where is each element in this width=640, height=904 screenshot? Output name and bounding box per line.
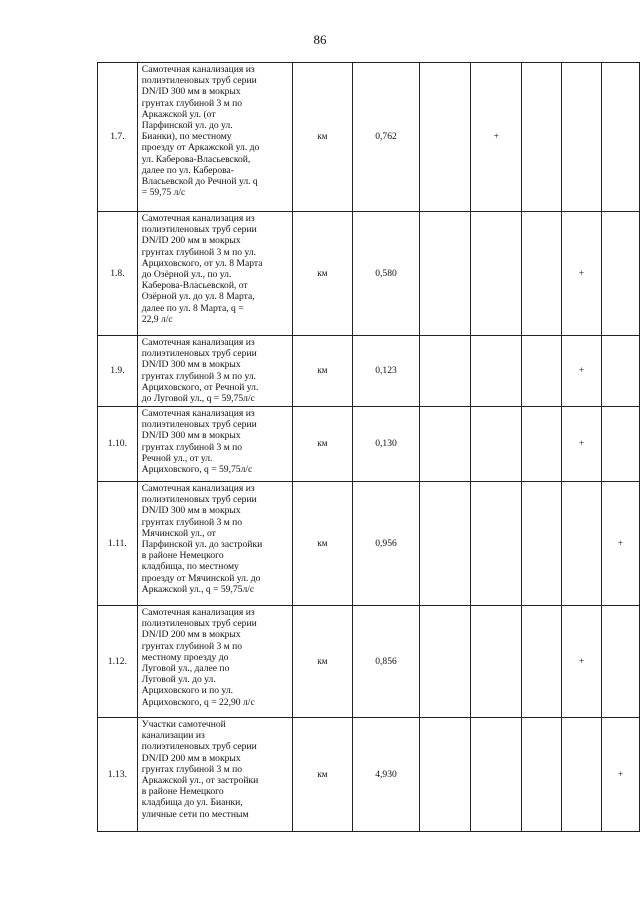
description-line: Власьевской до Речной ул. q bbox=[141, 176, 258, 188]
row-description bbox=[137, 482, 292, 606]
network-table bbox=[97, 62, 640, 832]
description-line: Мячинской ул., от bbox=[141, 527, 216, 539]
period-mark bbox=[420, 63, 471, 212]
period-mark bbox=[601, 63, 639, 212]
description-line: Бианки), по местному bbox=[141, 131, 232, 143]
description-line: Самотечная канализация из bbox=[141, 408, 255, 419]
row-description bbox=[137, 336, 292, 407]
description-line: Участки самотечной bbox=[141, 719, 226, 730]
description-line: полиэтиленовых труб серии bbox=[141, 741, 257, 753]
row-length: 0,856 bbox=[352, 606, 419, 718]
row-unit: км bbox=[292, 63, 352, 212]
description-line: Аркажской ул., от застройки bbox=[141, 775, 259, 787]
period-mark bbox=[420, 336, 471, 407]
description-line: проезду от Аркажской ул. до bbox=[141, 142, 260, 154]
description-line: Арциховского, от ул. 8 Марта bbox=[141, 257, 263, 269]
description-line: Арциховского и по ул. bbox=[141, 685, 234, 697]
description-line: канализации из bbox=[141, 730, 205, 742]
row-length: 0,956 bbox=[352, 482, 419, 606]
period-mark: + bbox=[601, 718, 639, 832]
row-unit: км bbox=[292, 336, 352, 407]
row-unit: км bbox=[292, 407, 352, 482]
period-mark bbox=[471, 407, 522, 482]
row-number: 1.10. bbox=[98, 407, 138, 482]
table-row bbox=[98, 212, 640, 336]
description-line: = 59,75 л/с bbox=[141, 187, 186, 199]
row-unit: км bbox=[292, 606, 352, 718]
description-line: далее по ул. 8 Марта, q = bbox=[141, 302, 244, 314]
period-mark bbox=[522, 718, 562, 832]
description-line: Парфинской ул. до ул. bbox=[141, 120, 233, 132]
description-line: грунтах глубиной 3 м по bbox=[141, 763, 243, 775]
description-line: Самотечная канализация из bbox=[141, 213, 255, 224]
description-line: DN/ID 300 мм в мокрых bbox=[141, 86, 241, 98]
description-line: Аркажской ул., q = 59,75л/с bbox=[141, 583, 255, 595]
row-number: 1.8. bbox=[98, 212, 138, 336]
row-length: 0,762 bbox=[352, 63, 419, 212]
description-line: DN/ID 200 мм в мокрых bbox=[141, 752, 241, 764]
period-mark bbox=[522, 482, 562, 606]
period-mark bbox=[522, 606, 562, 718]
period-mark bbox=[601, 606, 639, 718]
description-line: Аркажской ул. (от bbox=[141, 108, 216, 120]
period-mark: + bbox=[561, 336, 601, 407]
row-length: 0,580 bbox=[352, 212, 419, 336]
period-mark bbox=[471, 336, 522, 407]
description-line: Самотечная канализация из bbox=[141, 483, 255, 494]
period-mark: + bbox=[561, 606, 601, 718]
period-mark bbox=[420, 482, 471, 606]
period-mark bbox=[420, 606, 471, 718]
row-length: 4,930 bbox=[352, 718, 419, 832]
description-line: Самотечная канализация из bbox=[141, 607, 255, 618]
row-length: 0,123 bbox=[352, 336, 419, 407]
table-row bbox=[98, 718, 640, 832]
description-line: DN/ID 300 мм в мокрых bbox=[141, 430, 241, 442]
period-mark bbox=[522, 407, 562, 482]
table-row bbox=[98, 482, 640, 606]
table-row bbox=[98, 606, 640, 718]
description-line: до Озёрной ул., по ул. bbox=[141, 269, 232, 281]
description-line: DN/ID 200 мм в мокрых bbox=[141, 235, 241, 247]
period-mark bbox=[522, 212, 562, 336]
row-description bbox=[137, 407, 292, 482]
description-line: полиэтиленовых труб серии bbox=[141, 224, 257, 236]
row-unit: км bbox=[292, 482, 352, 606]
row-description bbox=[137, 606, 292, 718]
row-length: 0,130 bbox=[352, 407, 419, 482]
row-description bbox=[137, 718, 292, 832]
row-number: 1.7. bbox=[98, 63, 138, 212]
period-mark bbox=[420, 212, 471, 336]
period-mark bbox=[522, 336, 562, 407]
description-line: Парфинской ул. до застройки bbox=[141, 539, 263, 551]
period-mark bbox=[471, 606, 522, 718]
description-line: Арциховского, q = 22,90 л/с bbox=[141, 696, 255, 708]
table-row bbox=[98, 63, 640, 212]
description-line: Арциховского, q = 59,75л/с bbox=[141, 464, 253, 476]
description-line: DN/ID 300 мм в мокрых bbox=[141, 359, 241, 371]
description-line: грунтах глубиной 3 м по bbox=[141, 441, 243, 453]
description-line: Арциховского, от Речной ул. bbox=[141, 381, 259, 393]
description-line: далее по ул. Каберова- bbox=[141, 164, 235, 176]
period-mark bbox=[471, 212, 522, 336]
description-line: проезду от Мячинской ул. до bbox=[141, 572, 261, 584]
period-mark: + bbox=[471, 63, 522, 212]
row-description bbox=[137, 212, 292, 336]
period-mark bbox=[420, 407, 471, 482]
description-line: ул. Каберова-Власьевской, bbox=[141, 153, 251, 165]
description-line: грунтах глубиной 3 м по ул. bbox=[141, 246, 257, 258]
description-line: местному проезду до bbox=[141, 651, 229, 663]
table-row bbox=[98, 407, 640, 482]
period-mark: + bbox=[561, 407, 601, 482]
row-number: 1.9. bbox=[98, 336, 138, 407]
description-line: Речной ул., от ул. bbox=[141, 452, 213, 464]
description-line: до Луговой ул., q = 59,75л/с bbox=[141, 393, 255, 405]
description-line: Самотечная канализация из bbox=[141, 64, 255, 75]
description-line: кладбища, по местному bbox=[141, 561, 239, 573]
period-mark bbox=[601, 407, 639, 482]
description-line: полиэтиленовых труб серии bbox=[141, 618, 257, 630]
description-line: грунтах глубиной 3 м по ул. bbox=[141, 370, 257, 382]
description-line: полиэтиленовых труб серии bbox=[141, 348, 257, 360]
description-line: в районе Немецкого bbox=[141, 550, 224, 562]
page-number: 86 bbox=[313, 32, 327, 47]
row-unit: км bbox=[292, 212, 352, 336]
description-line: Луговой ул. до ул. bbox=[141, 674, 216, 686]
description-line: грунтах глубиной 3 м по bbox=[141, 97, 243, 109]
period-mark bbox=[601, 336, 639, 407]
period-mark: + bbox=[601, 482, 639, 606]
period-mark bbox=[561, 63, 601, 212]
period-mark bbox=[471, 718, 522, 832]
period-mark bbox=[420, 718, 471, 832]
description-line: Луговой ул., далее по bbox=[141, 663, 230, 675]
description-line: полиэтиленовых труб серии bbox=[141, 419, 257, 431]
description-line: полиэтиленовых труб серии bbox=[141, 75, 257, 87]
description-line: грунтах глубиной 3 м по bbox=[141, 516, 243, 528]
description-line: кладбища до ул. Бианки, bbox=[141, 797, 243, 809]
description-line: DN/ID 200 мм в мокрых bbox=[141, 629, 241, 641]
description-line: в районе Немецкого bbox=[141, 786, 224, 798]
description-line: Озёрной ул. до ул. 8 Марта, bbox=[141, 291, 255, 303]
row-number: 1.11. bbox=[98, 482, 138, 606]
period-mark bbox=[471, 482, 522, 606]
row-number: 1.12. bbox=[98, 606, 138, 718]
description-line: уличные сети по местным bbox=[141, 808, 249, 820]
description-line: 22,9 л/с bbox=[141, 313, 173, 325]
row-description bbox=[137, 63, 292, 212]
description-line: грунтах глубиной 3 м по bbox=[141, 640, 243, 652]
table-row bbox=[98, 336, 640, 407]
period-mark bbox=[522, 63, 562, 212]
period-mark: + bbox=[561, 212, 601, 336]
period-mark bbox=[601, 212, 639, 336]
row-number: 1.13. bbox=[98, 718, 138, 832]
description-line: Каберова-Власьевской, от bbox=[141, 280, 248, 292]
description-line: Самотечная канализация из bbox=[141, 337, 255, 348]
row-unit: км bbox=[292, 718, 352, 832]
description-line: полиэтиленовых труб серии bbox=[141, 494, 257, 506]
period-mark bbox=[561, 482, 601, 606]
description-line: DN/ID 300 мм в мокрых bbox=[141, 505, 241, 517]
period-mark bbox=[561, 718, 601, 832]
